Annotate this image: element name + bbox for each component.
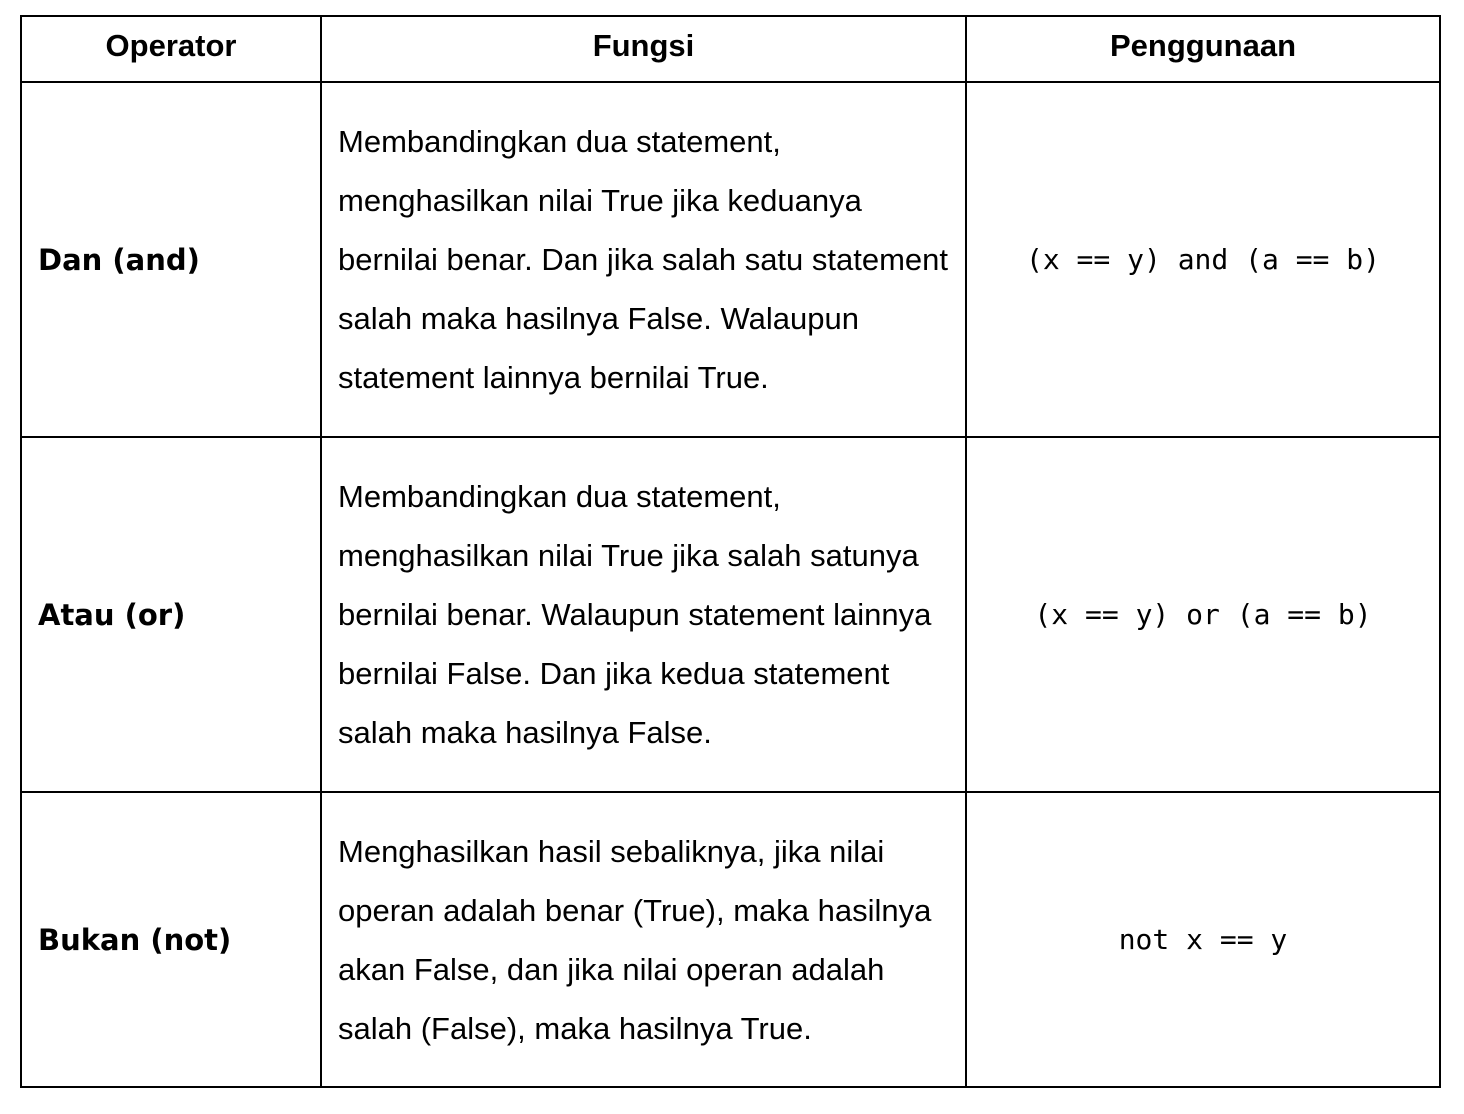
header-operator: Operator bbox=[21, 16, 321, 82]
fungsi-cell bbox=[321, 792, 966, 1087]
logical-operators-table bbox=[20, 15, 1441, 1088]
fungsi-text: Menghasilkan hasil sebaliknya, jika nilai operan adalah benar (True), maka hasilnya akan False, dan jika nilai operan adalah salah (False), maka hasilnya True. bbox=[338, 833, 932, 1046]
fungsi-cell bbox=[321, 82, 966, 437]
operator-cell: Dan (and) bbox=[21, 82, 321, 437]
fungsi-text: Membandingkan dua statement, menghasilkan nilai True jika salah satunya bernilai benar. Walaupun statement lainnya bernilai False. Dan jika kedua statement salah maka hasilnya False. bbox=[338, 479, 932, 750]
logical-operators-table-container bbox=[20, 15, 1441, 1088]
fungsi-cell bbox=[321, 437, 966, 792]
penggunaan-cell: (x == y) and (a == b) bbox=[966, 82, 1440, 437]
operator-cell: Atau (or) bbox=[21, 437, 321, 792]
header-row bbox=[21, 16, 1440, 82]
fungsi-text: Membandingkan dua statement, menghasilkan nilai True jika keduanya bernilai benar. Dan jika salah satu statement salah maka hasilnya False. Walaupun statement lainnya bernilai True. bbox=[338, 124, 949, 395]
operator-cell: Bukan (not) bbox=[21, 792, 321, 1087]
penggunaan-cell: (x == y) or (a == b) bbox=[966, 437, 1440, 792]
header-fungsi: Fungsi bbox=[321, 16, 966, 82]
table-row-or bbox=[21, 437, 1440, 792]
table-row-not bbox=[21, 792, 1440, 1087]
penggunaan-cell: not x == y bbox=[966, 792, 1440, 1087]
table-row-and bbox=[21, 82, 1440, 437]
header-penggunaan: Penggunaan bbox=[966, 16, 1440, 82]
